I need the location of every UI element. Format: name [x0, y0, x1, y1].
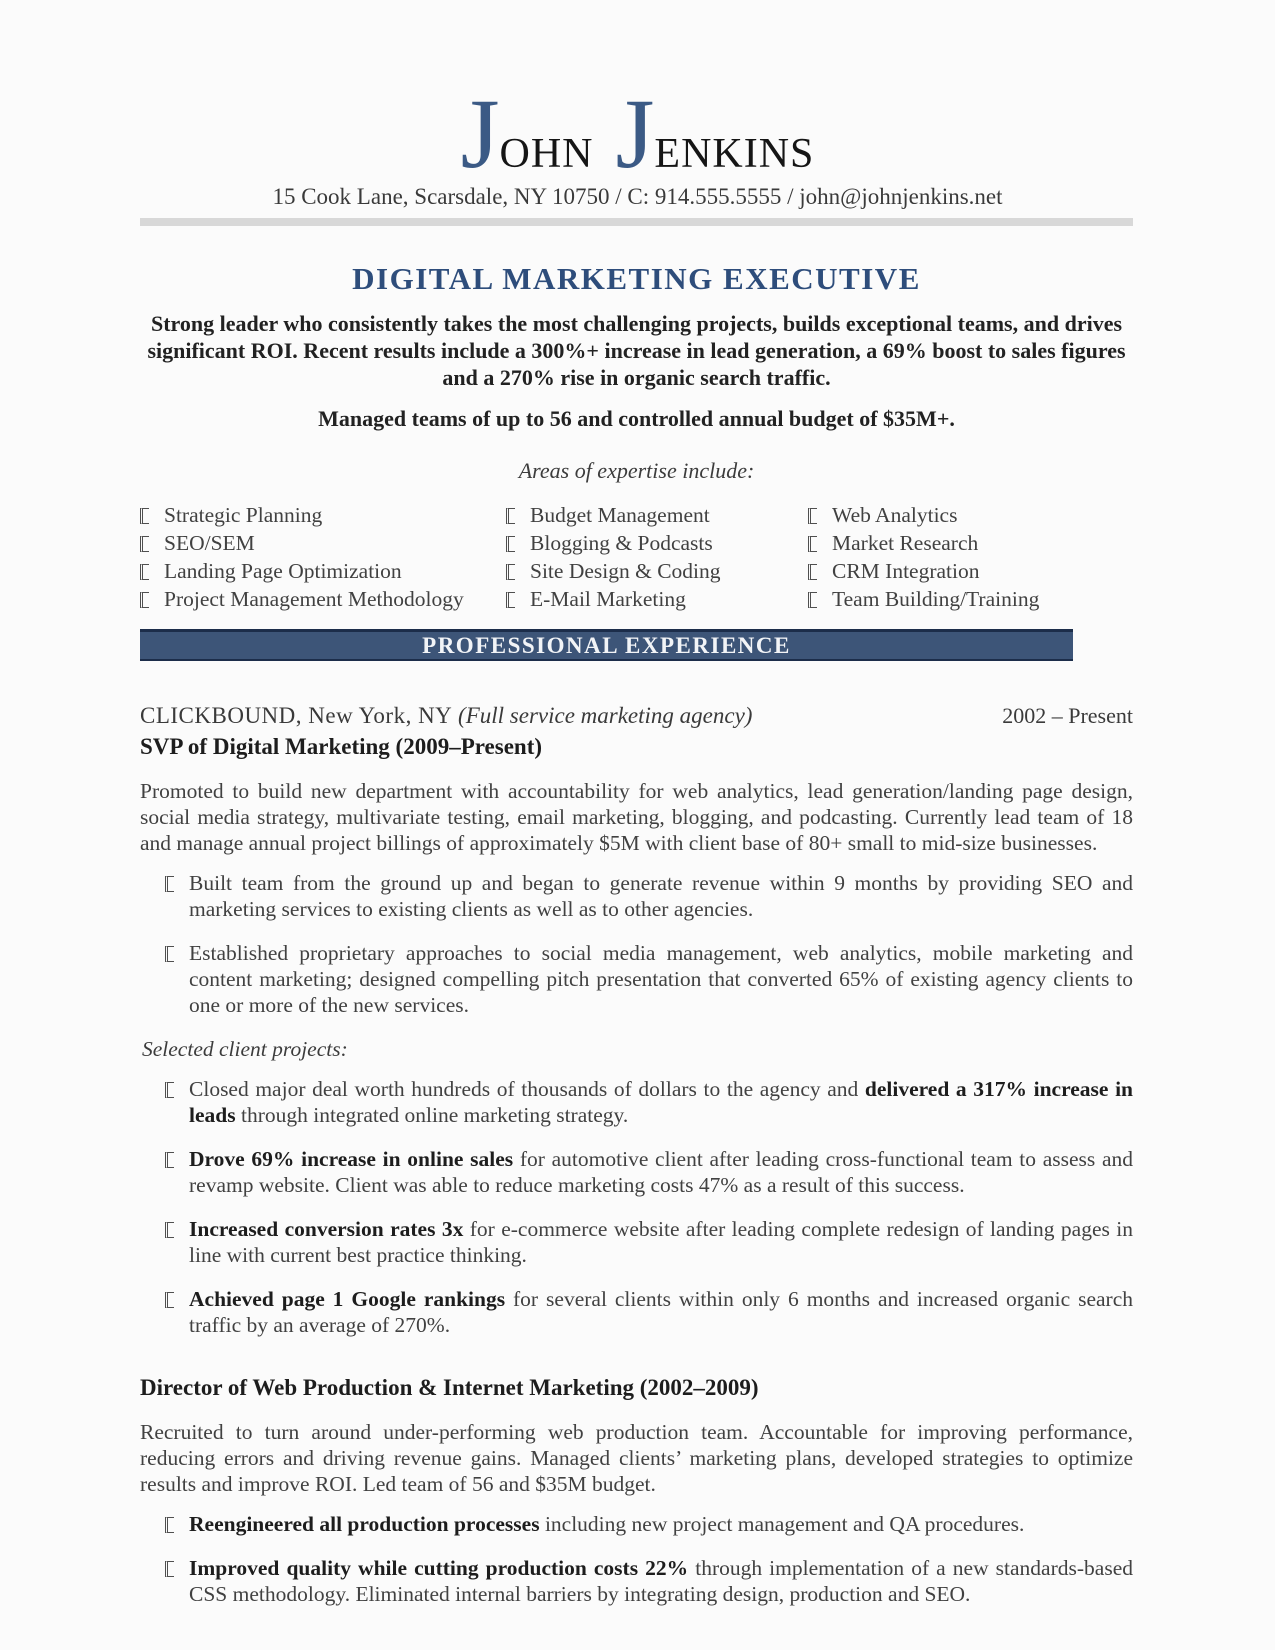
- company-dates: 2002 – Present: [1002, 703, 1133, 728]
- role-title-svp: SVP of Digital Marketing (2009–Present): [140, 734, 543, 759]
- bracket-bullet-icon: [165, 1222, 174, 1238]
- list-item: [165, 1146, 1133, 1198]
- bracket-bullet-icon: [808, 536, 817, 552]
- person-name: [0, 0, 1275, 189]
- bullet-post: through implementation of a new standards-based CSS methodology. Eliminated internal barriers by integrating design, production and SEO.: [189, 1556, 1133, 1606]
- bullet-pre: Closed major deal worth hundreds of thousands of dollars to the agency and: [189, 1077, 865, 1101]
- expertise-label: Landing Page Optimization: [164, 559, 402, 583]
- bracket-bullet-icon: [808, 592, 817, 608]
- role2-bullet-list: [140, 1511, 1133, 1607]
- expertise-item: [140, 502, 506, 528]
- banner-label: PROFESSIONAL EXPERIENCE: [422, 633, 791, 658]
- list-item: [165, 1076, 1133, 1128]
- expertise-item: [140, 586, 506, 612]
- summary-section: [0, 262, 1275, 612]
- company-name: CLICKBOUND, New York, NY: [140, 703, 453, 728]
- bracket-bullet-icon: [506, 508, 515, 524]
- bracket-bullet-icon: [506, 592, 515, 608]
- divider-wrap: [0, 218, 1275, 226]
- bracket-bullet-icon: [165, 1517, 174, 1533]
- expertise-label: E-Mail Marketing: [530, 587, 686, 611]
- contact-line: 15 Cook Lane, Scarsdale, NY 10750 / C: 914.555.5555 / john@johnjenkins.net: [272, 184, 1003, 209]
- company-descriptor: (Full service marketing agency): [458, 703, 753, 728]
- expertise-label: SEO/SEM: [164, 531, 255, 555]
- company-row: [140, 703, 1133, 729]
- bullet-bold: Reengineered all production processes: [189, 1512, 540, 1536]
- list-item: [165, 870, 1133, 922]
- expertise-label: Project Management Methodology: [164, 587, 464, 611]
- expertise-label: Market Research: [832, 531, 979, 555]
- bullet-text: [189, 1555, 1133, 1607]
- role-title-director: Director of Web Production & Internet Marketing (2002–2009): [140, 1375, 759, 1400]
- list-item: [165, 1286, 1133, 1338]
- expertise-label: CRM Integration: [832, 559, 980, 583]
- bullet-bold: Increased conversion rates 3x: [189, 1217, 464, 1241]
- summary-lead: Strong leader who consistently takes the most challenging projects, builds exceptional teams, and drives significant ROI. Recent results include a 300%+ increase in lead generation, a 69% boost to sales figures and a 270% rise in organic search traffic.: [147, 311, 1126, 390]
- expertise-item: [140, 558, 506, 584]
- experience-section: [0, 703, 1275, 1607]
- bracket-bullet-icon: [165, 1152, 174, 1168]
- bullet-post: for several clients within only 6 months and increased organic search traffic by an average of 270%.: [189, 1287, 1133, 1337]
- header: [0, 0, 1275, 226]
- bracket-bullet-icon: [165, 946, 174, 962]
- expertise-label: Blogging & Podcasts: [530, 531, 713, 555]
- bracket-bullet-icon: [140, 592, 149, 608]
- expertise-item: [506, 530, 808, 556]
- expertise-item: [506, 586, 808, 612]
- expertise-item: [506, 558, 808, 584]
- bracket-bullet-icon: [140, 508, 149, 524]
- bracket-bullet-icon: [165, 1082, 174, 1098]
- name-last-rest: ENKINS: [654, 131, 815, 177]
- bullet-bold: delivered a 317% increase in leads: [189, 1077, 1134, 1127]
- projects-heading: Selected client projects:: [142, 1037, 348, 1061]
- bullet-text: [189, 1076, 1133, 1128]
- expertise-item: [506, 502, 808, 528]
- list-item: [165, 1555, 1133, 1607]
- bullet-bold: Improved quality while cutting production costs 22%: [189, 1556, 689, 1580]
- bullet-text: [189, 1146, 1133, 1198]
- bracket-bullet-icon: [140, 564, 149, 580]
- list-item: [165, 1216, 1133, 1268]
- section-banner: [140, 629, 1073, 661]
- summary-managed: Managed teams of up to 56 and controlled annual budget of $35M+.: [318, 406, 955, 431]
- expertise-heading: Areas of expertise include:: [518, 458, 755, 483]
- expertise-label: Team Building/Training: [832, 587, 1040, 611]
- bullet-bold: Achieved page 1 Google rankings: [189, 1287, 506, 1311]
- bullet-text: [189, 940, 1133, 1018]
- expertise-item: [808, 586, 1133, 612]
- project-bullet-list: [140, 1076, 1133, 1338]
- bracket-bullet-icon: [808, 564, 817, 580]
- bracket-bullet-icon: [140, 536, 149, 552]
- company-left: [140, 703, 752, 729]
- bullet-post: for e-commerce website after leading complete redesign of landing pages in line with current best practice thinking.: [189, 1217, 1133, 1267]
- list-item: [165, 1511, 1133, 1537]
- expertise-item: [140, 530, 506, 556]
- expertise-label: Site Design & Coding: [530, 559, 721, 583]
- role1-bullet-list: [140, 870, 1133, 1018]
- name-first-rest: OHN: [499, 131, 594, 177]
- bullet-post: for automotive client after leading cross-functional team to assess and revamp website. Client was able to reduce marketing costs 47% as a result of this success.: [189, 1147, 1134, 1197]
- bracket-bullet-icon: [165, 1561, 174, 1577]
- expertise-grid: [140, 502, 1133, 612]
- expertise-label: Strategic Planning: [164, 503, 323, 527]
- bullet-post: through integrated online marketing strategy.: [235, 1103, 629, 1127]
- bullet-bold: Drove 69% increase in online sales: [189, 1147, 514, 1171]
- bullet-post: including new project management and QA procedures.: [539, 1512, 1025, 1536]
- expertise-item: [808, 502, 1133, 528]
- bullet-text: [189, 1216, 1133, 1268]
- header-divider: [140, 218, 1133, 226]
- expertise-label: Web Analytics: [832, 503, 958, 527]
- headline: DIGITAL MARKETING EXECUTIVE: [352, 261, 921, 296]
- expertise-item: [808, 558, 1133, 584]
- bracket-bullet-icon: [506, 536, 515, 552]
- bullet-pre: Built team from the ground up and began to generate revenue within 9 months by providing SEO and marketing services to existing clients as well as to other agencies.: [189, 871, 1133, 921]
- bullet-text: [189, 1511, 1133, 1537]
- name-first-initial: J: [460, 78, 500, 189]
- bracket-bullet-icon: [165, 1292, 174, 1308]
- expertise-label: Budget Management: [530, 503, 710, 527]
- bullet-pre: Established proprietary approaches to social media management, web analytics, mobile marketing and content marketing; designed compelling pitch presentation that converted 65% of existing agency clients to one or more of the new services.: [189, 941, 1133, 1017]
- list-item: [165, 940, 1133, 1018]
- role2-paragraph: Recruited to turn around under-performing web production team. Accountable for improving performance, reducing errors and driving revenue gains. Managed clients’ marketing plans, developed strategies to optimize results and improve ROI. Led team of 56 and $35M budget.: [140, 1420, 1133, 1496]
- name-last-initial: J: [615, 78, 655, 189]
- bracket-bullet-icon: [506, 564, 515, 580]
- bracket-bullet-icon: [808, 508, 817, 524]
- bullet-text: [189, 870, 1133, 922]
- bracket-bullet-icon: [165, 876, 174, 892]
- bullet-text: [189, 1286, 1133, 1338]
- expertise-item: [808, 530, 1133, 556]
- role1-paragraph: Promoted to build new department with accountability for web analytics, lead generation/landing page design, social media strategy, multivariate testing, email marketing, blogging, and podcasting. Currently lead team of 18 and manage annual project billings of approximately $5M with client base of 80+ small to mid-size businesses.: [140, 779, 1133, 855]
